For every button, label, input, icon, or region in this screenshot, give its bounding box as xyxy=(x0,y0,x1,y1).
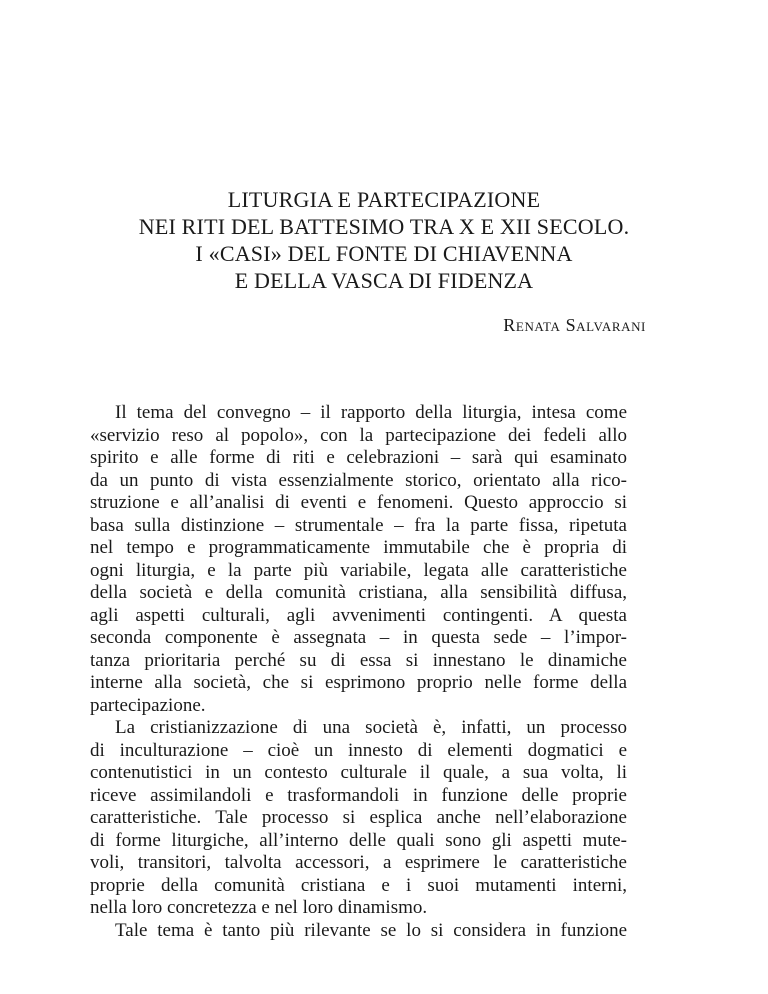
title-line: I «CASI» DEL FONTE DI CHIAVENNA xyxy=(195,241,573,266)
text-line: di forme liturgiche, all’interno delle quali sono gli aspetti mute- xyxy=(90,829,627,851)
title-line: LITURGIA E PARTECIPAZIONE xyxy=(227,187,541,212)
text-line: struzione e all’analisi di eventi e fenomeni. Questo approccio si xyxy=(90,492,627,513)
paragraph-1 xyxy=(90,402,627,717)
text-line: agli aspetti culturali, agli avvenimenti contingenti. A questa xyxy=(90,604,627,626)
text-line: voli, transitori, talvolta accessori, a esprimere le caratteristiche xyxy=(90,852,627,873)
text-line: «servizio reso al popolo», con la partecipazione dei fedeli allo xyxy=(90,424,627,446)
text-line: nella loro concretezza e nel loro dinamismo. xyxy=(90,897,428,918)
text-line: proprie della comunità cristiana e i suoi mutamenti interni, xyxy=(90,874,627,896)
text-line: nel tempo e programmaticamente immutabile che è propria di xyxy=(90,537,627,558)
text-line: spirito e alle forme di riti e celebrazioni – sarà qui esaminato xyxy=(90,447,627,468)
text-line: tanza prioritaria perché su di essa si innestano le dinamiche xyxy=(90,649,627,671)
text-line: Tale tema è tanto più rilevante se lo si considera in funzione xyxy=(115,919,627,941)
text-line: caratteristiche. Tale processo si esplica anche nell’elaborazione xyxy=(90,807,627,828)
title-line: NEI RITI DEL BATTESIMO TRA X E XII SECOLO. xyxy=(138,214,630,239)
text-line: partecipazione. xyxy=(90,694,206,716)
text-line: della società e della comunità cristiana, alla sensibilità diffusa, xyxy=(90,582,627,603)
text-line: da un punto di vista essenzialmente storico, orientato alla rico- xyxy=(90,469,627,491)
article-title xyxy=(0,186,768,294)
text-line: ogni liturgia, e la parte più variabile, legata alle caratteristiche xyxy=(90,559,627,581)
paragraph-2 xyxy=(90,717,627,920)
text-line: seconda componente è assegnata – in questa sede – l’impor- xyxy=(90,627,627,648)
paragraph-3 xyxy=(90,920,627,943)
text-line: di inculturazione – cioè un innesto di elementi dogmatici e xyxy=(90,739,627,761)
title-line: E DELLA VASCA DI FIDENZA xyxy=(234,268,534,293)
text-line: interne alla società, che si esprimono proprio nelle forme della xyxy=(90,672,627,693)
text-line: riceve assimilandoli e trasformandoli in funzione delle proprie xyxy=(90,784,627,806)
author-name: Renata Salvarani xyxy=(503,315,646,335)
text-line: La cristianizzazione di una società è, infatti, un processo xyxy=(115,717,627,738)
text-line: basa sulla distinzione – strumentale – fra la parte fissa, ripetuta xyxy=(90,514,627,536)
text-line: contenutistici in un contesto culturale il quale, a sua volta, li xyxy=(90,762,627,783)
body-text xyxy=(90,402,627,942)
text-line: Il tema del convegno – il rapporto della liturgia, intesa come xyxy=(115,402,627,423)
